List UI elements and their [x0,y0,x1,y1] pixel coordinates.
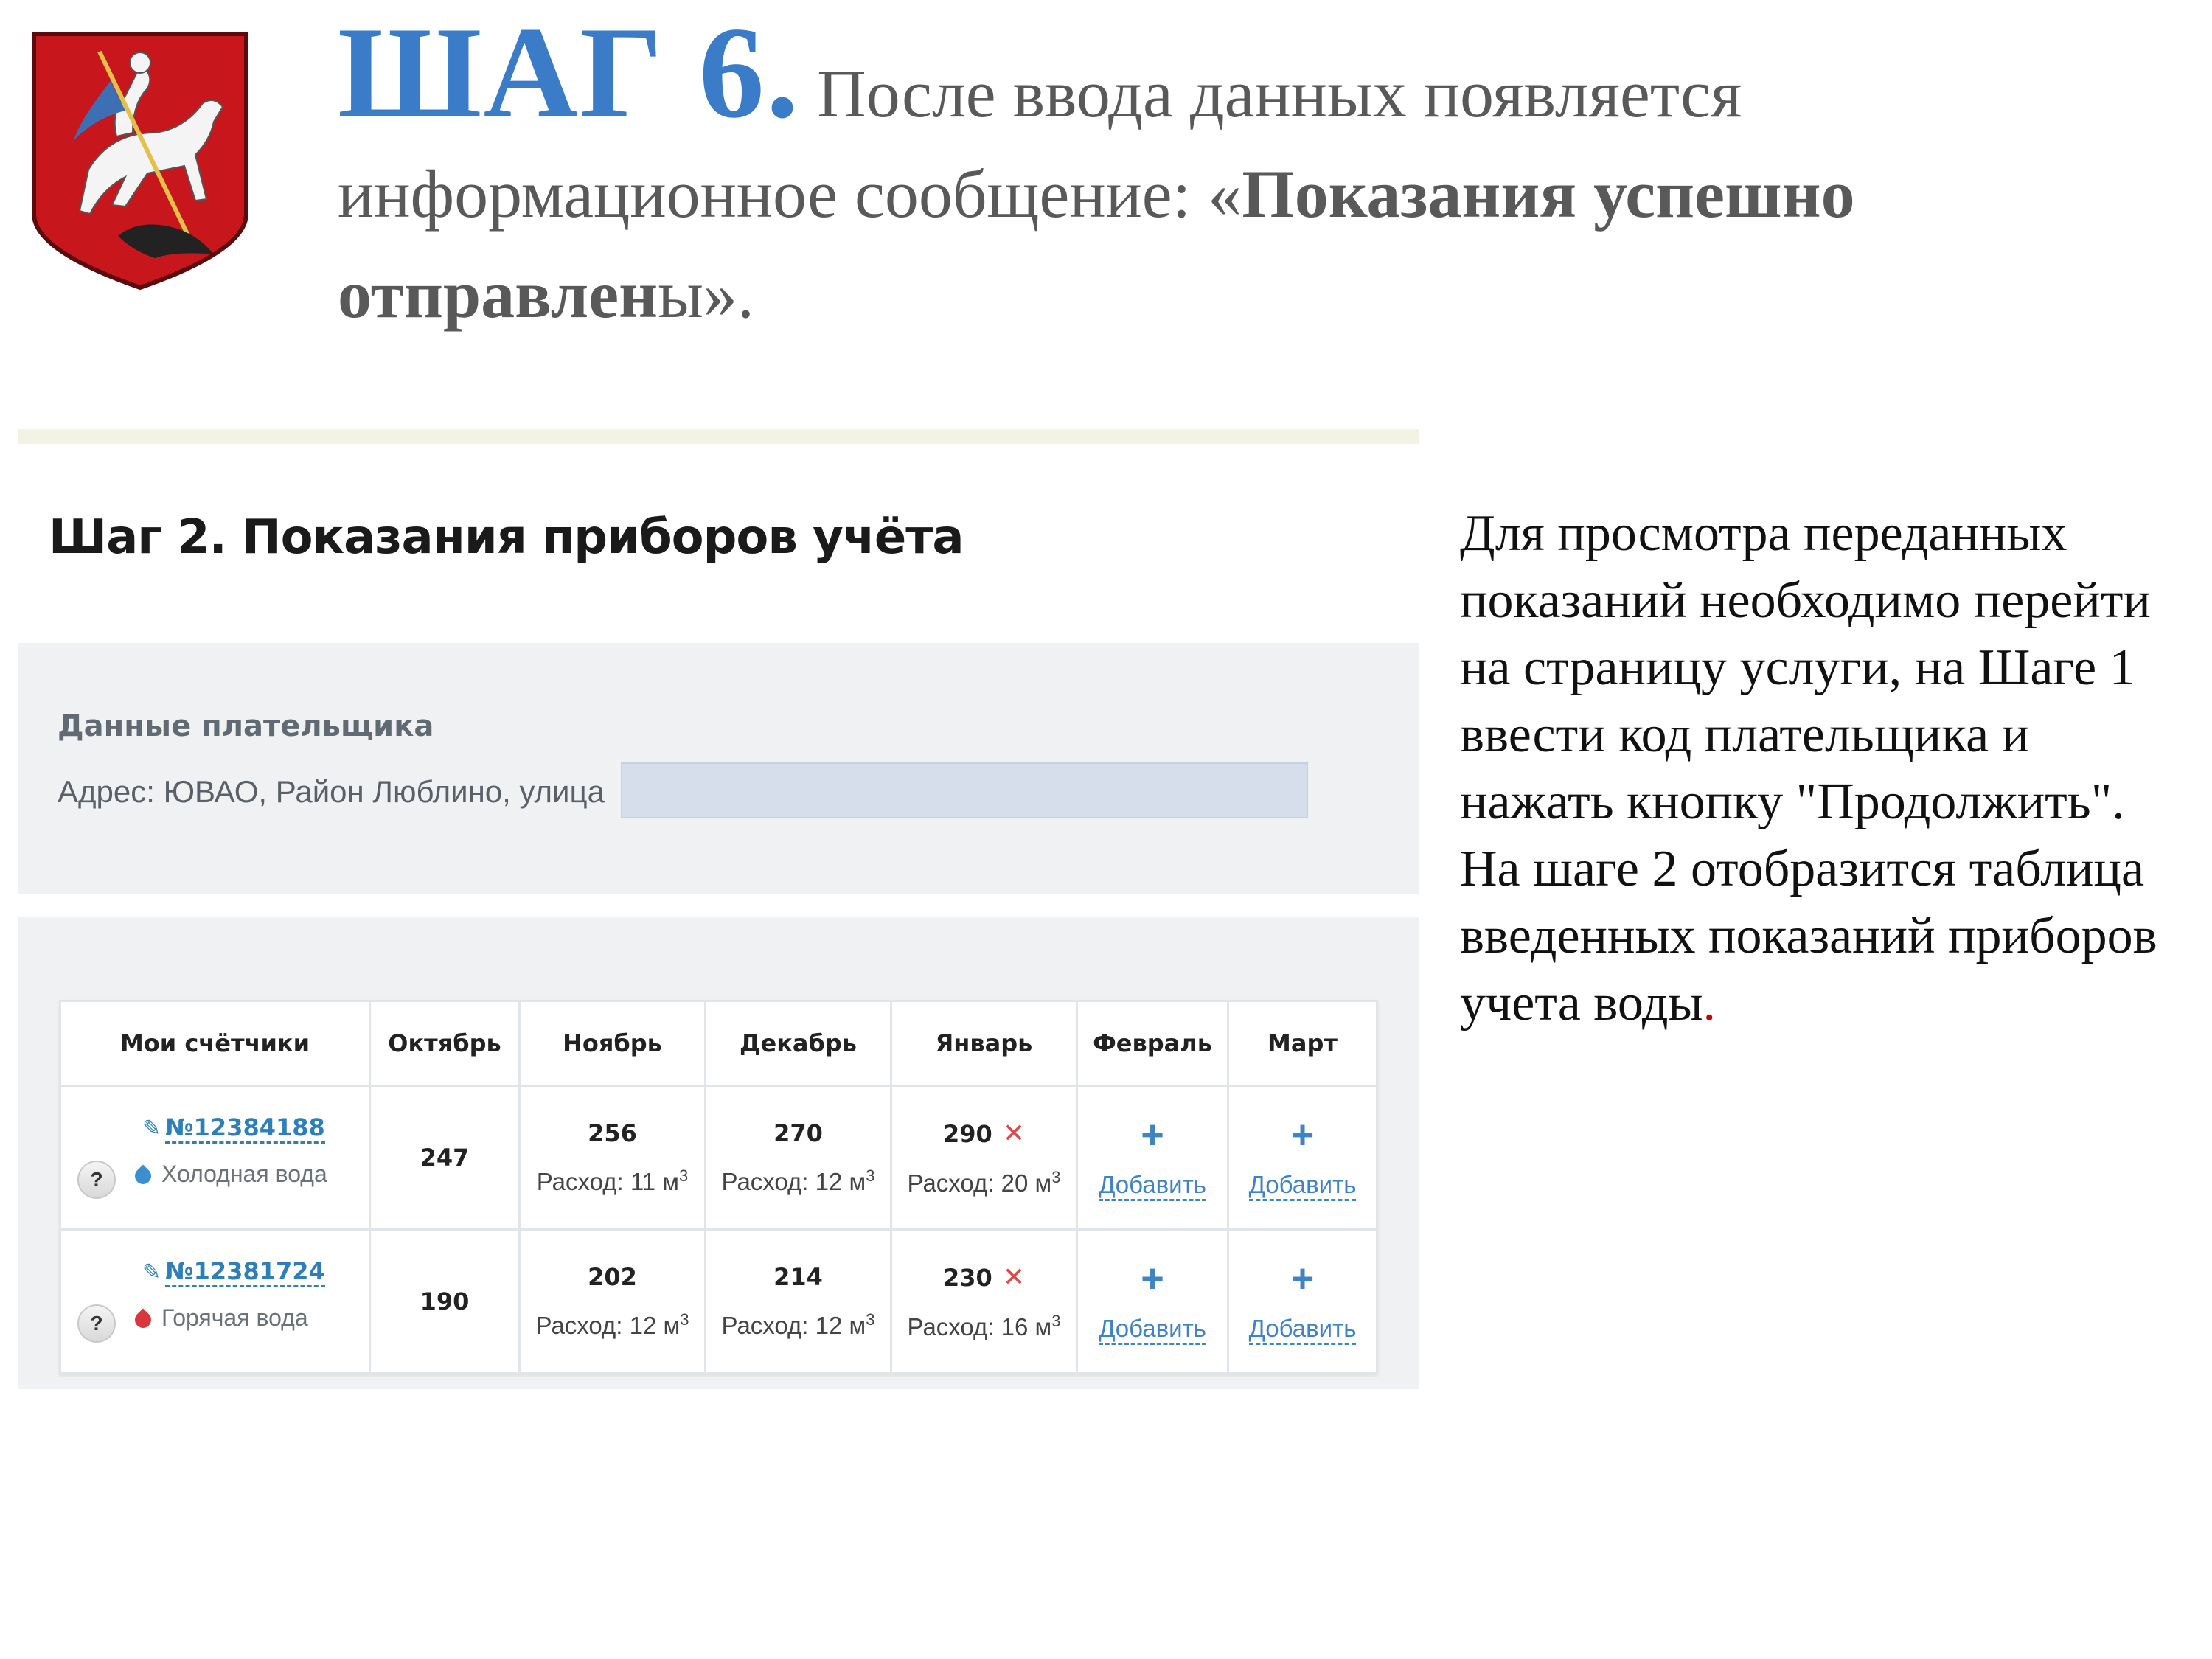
payer-title: Данные плательщика [58,709,434,743]
reading-cell [706,1230,891,1374]
pencil-icon: ✎ [142,1260,161,1284]
service-screenshot [18,429,1419,1402]
consumption-text [707,1310,889,1340]
consumption-text [521,1310,703,1340]
reading-value: 247 [420,1144,470,1172]
instruction-end: . [1703,975,1716,1032]
help-button[interactable]: ? [77,1304,116,1343]
add-reading-link[interactable]: Добавить [1099,1315,1206,1345]
add-reading-link[interactable]: Добавить [1099,1171,1206,1201]
reading-value-row [893,1262,1075,1293]
meter-number-link[interactable] [142,1113,325,1141]
help-button[interactable]: ? [77,1161,116,1199]
title-bold-message: Показания успешно отправлен [338,156,1855,332]
table-header-row [60,1001,1377,1086]
consumption-text [893,1168,1075,1197]
consumption-label: Расход: 12 м [535,1312,681,1339]
add-cell [1077,1086,1228,1230]
meter-cell [60,1086,370,1230]
pencil-icon: ✎ [142,1116,161,1141]
reading-cell [891,1086,1077,1230]
water-type-label: Холодная вода [161,1161,327,1187]
reading-value: 270 [773,1119,823,1147]
unit-superscript: 3 [678,1166,689,1185]
unit-superscript: 3 [866,1166,875,1185]
add-cell [1228,1230,1377,1374]
instruction-text [1460,500,2190,1037]
unit-superscript: 3 [680,1310,689,1329]
header-december: Декабрь [706,1001,891,1086]
consumption-text [521,1166,703,1196]
plus-icon[interactable]: + [1290,1256,1315,1301]
meter-number-link[interactable] [142,1257,325,1285]
reading-value: 256 [588,1119,637,1147]
consumption-label: Расход: 12 м [721,1168,866,1195]
reading-value: 214 [773,1263,823,1291]
meter-cell [60,1230,370,1374]
step-heading: Шаг 2. Показания приборов учёта [49,510,964,565]
meters-panel [18,917,1419,1389]
reading-cell [891,1230,1077,1374]
table-row [60,1086,1377,1230]
consumption-label: Расход: 11 м [536,1168,679,1195]
reading-cell [706,1086,891,1230]
title-text-2: ы». [658,257,754,332]
address-field [621,762,1308,818]
header-my-meters: Мои счётчики [60,1001,370,1086]
title-text-1: После ввода данных появляется информационное сообщение: « [338,56,1742,232]
instruction-body: Для просмотра переданных показаний необходимо перейти на страницу услуги, на Шаге 1 ввести код плательщика и нажать кнопку "Продолжить". На шаге 2 отобразится таблица введенных показаний приборов учета воды [1460,505,2157,1032]
header-march: Март [1228,1001,1377,1086]
reading-cell [370,1086,520,1230]
consumption-label: Расход: 12 м [721,1312,866,1339]
water-type [135,1161,327,1188]
moscow-coat-of-arms-logo [29,29,251,291]
header-february: Февраль [1077,1001,1228,1086]
unit-superscript: 3 [866,1310,875,1329]
reading-value-row [893,1119,1075,1149]
slide-title [338,0,2166,344]
delete-icon[interactable]: ✕ [1002,1118,1025,1149]
top-divider [18,429,1419,444]
delete-icon[interactable]: ✕ [1002,1262,1025,1293]
address-label: Адрес: ЮВАО, Район Люблино, улица [58,774,605,809]
table-row [60,1230,1377,1374]
header-november: Ноябрь [520,1001,706,1086]
meter-number[interactable]: №12381724 [165,1257,325,1287]
plus-icon[interactable]: + [1141,1256,1164,1301]
reading-value: 202 [588,1263,637,1291]
water-type [135,1304,308,1332]
water-drop-icon [131,1164,154,1187]
add-cell [1228,1086,1377,1230]
add-cell [1077,1230,1228,1374]
consumption-label: Расход: 16 м [907,1312,1052,1340]
unit-superscript: 3 [1051,1311,1061,1330]
reading-value: 190 [420,1287,470,1315]
reading-cell [520,1086,706,1230]
reading-cell [370,1230,520,1374]
unit-superscript: 3 [1051,1167,1061,1186]
meters-table [59,1000,1378,1374]
water-drop-icon [131,1308,154,1331]
reading-value: 230 [943,1263,992,1292]
reading-value: 290 [943,1119,992,1148]
payer-panel [18,643,1419,894]
consumption-label: Расход: 20 м [907,1169,1052,1197]
title-step: ШАГ 6. [338,0,801,145]
consumption-text [707,1166,889,1196]
water-type-label: Горячая вода [161,1304,308,1331]
meter-number[interactable]: №12384188 [165,1113,325,1144]
plus-icon[interactable]: + [1141,1112,1164,1157]
header-january: Январь [891,1001,1077,1086]
header-october: Октябрь [370,1001,520,1086]
add-reading-link[interactable]: Добавить [1249,1315,1357,1345]
plus-icon[interactable]: + [1290,1112,1315,1157]
consumption-text [893,1312,1075,1341]
add-reading-link[interactable]: Добавить [1249,1171,1357,1201]
reading-cell [520,1230,706,1374]
